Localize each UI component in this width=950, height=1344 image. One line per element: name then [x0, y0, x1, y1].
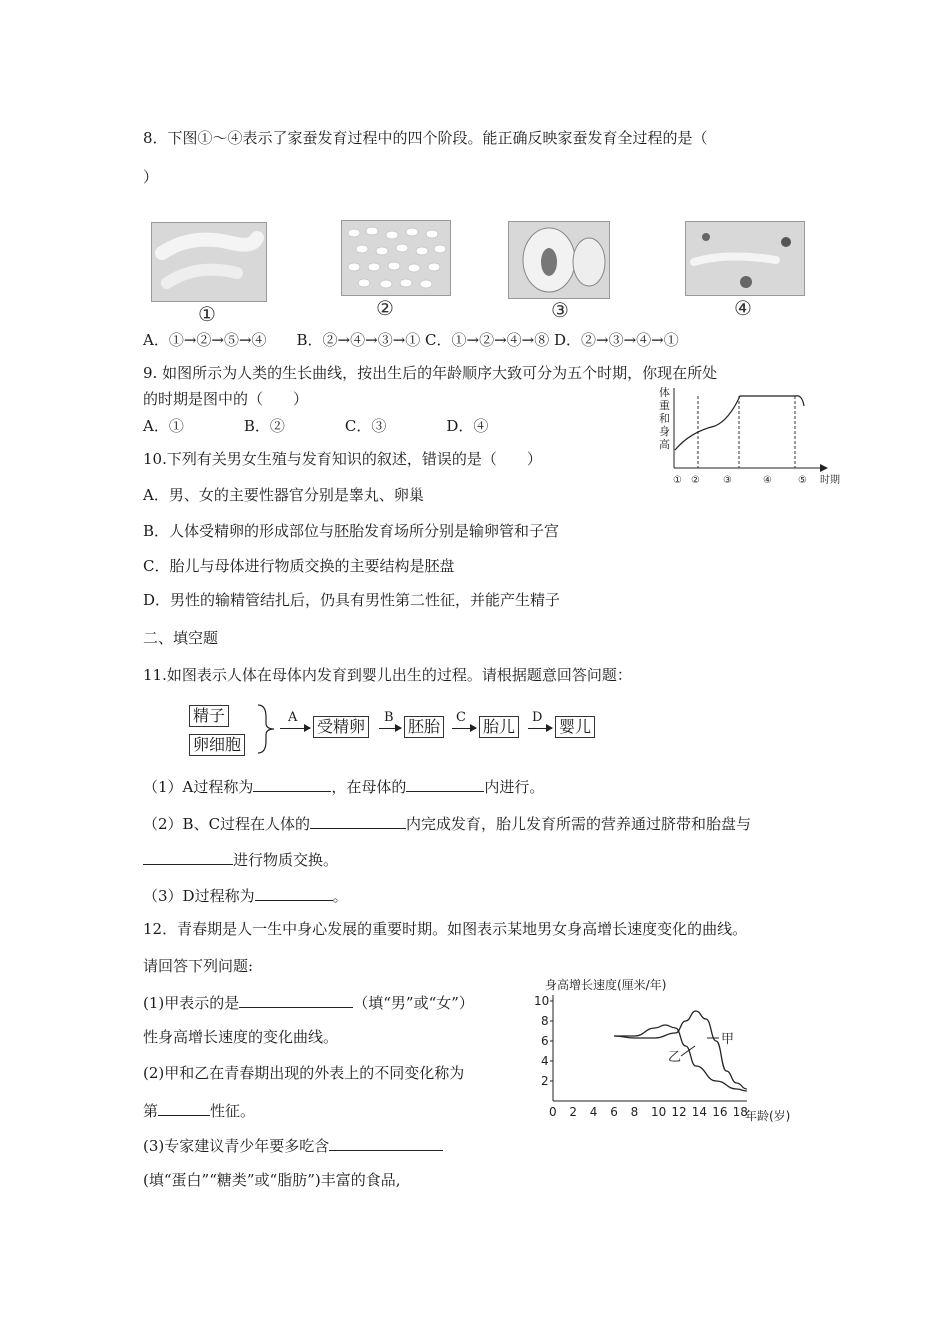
q12-blank-3[interactable] [329, 1134, 443, 1151]
growth-period-label-4: ④ [763, 475, 772, 486]
y-tick-label: 4 [541, 1054, 549, 1068]
q12-part3-cont: (填“蛋白”“糖类”或“脂肪”)丰富的食品, [143, 1171, 401, 1189]
q12-blank-1[interactable] [239, 991, 353, 1008]
x-tick-label: 18 [732, 1105, 748, 1119]
q11-part2-cont: 进行物质交换。 [143, 848, 338, 870]
q8-options: A．①→②→⑤→④ B．②→④→③→① C．①→②→④→⑧ D．②→③→④→① [143, 331, 679, 349]
x-tick-label: 4 [589, 1105, 598, 1119]
silkworm-larva-image [151, 222, 267, 302]
q11-blank-3[interactable] [310, 812, 406, 829]
series-label-yi: 乙 [668, 1050, 682, 1065]
section-heading: 二、填空题 [143, 629, 219, 647]
q12-blank-2[interactable] [158, 1099, 210, 1116]
silkworm-moth-image [685, 221, 805, 296]
q10-option-b: B．人体受精卵的形成部位与胚胎发育场所分别是输卵管和子宫 [143, 522, 560, 540]
q11-part1: （1）A过程称为 ，在母体的 内进行。 [143, 775, 544, 797]
q11-blank-5[interactable] [255, 884, 333, 901]
q9-options: A．① B．② C．③ D．④ [143, 417, 489, 435]
growth-x-label: 时期 [820, 475, 840, 486]
flow-label-b: B [384, 710, 394, 725]
x-tick-label: 8 [630, 1105, 639, 1119]
q12-part3: (3)专家建议青少年要多吃含 [143, 1134, 443, 1156]
flow-baby: 婴儿 [555, 716, 595, 738]
y-tick-label: 2 [541, 1074, 549, 1088]
q9-stem-line1: 9. 如图所示为人类的生长曲线，按出生后的年龄顺序大致可分为五个时期，你现在所处 [143, 364, 718, 382]
growth-period-label-1: ① [673, 475, 682, 486]
growth-y-label [659, 385, 670, 451]
flow-arrow [379, 728, 401, 729]
q11-stem: 11.如图表示人体在母体内发育到婴儿出生的过程。请根据题意回答问题： [143, 666, 632, 684]
growth-curve-chart [655, 382, 855, 494]
flow-sperm: 精子 [189, 705, 229, 727]
flow-label-a: A [288, 710, 298, 725]
flow-brace [256, 703, 276, 755]
figure-label-3: ③ [551, 298, 569, 322]
x-tick-label: 6 [610, 1105, 618, 1119]
q11-part3: （3）D过程称为 。 [143, 884, 348, 906]
height-growth-chart [525, 975, 805, 1125]
q12-part2-cont: 第 性征。 [143, 1099, 255, 1121]
y-tick-label: 8 [541, 1014, 549, 1028]
x-tick-label: 12 [671, 1105, 687, 1119]
q12-part1-cont: 性身高增长速度的变化曲线。 [143, 1028, 339, 1046]
q12-part1: (1)甲表示的是 （填“男”或“女”） [143, 991, 474, 1013]
y-tick-label: 6 [541, 1034, 549, 1048]
series-label-jia: 甲 [721, 1032, 735, 1047]
q12-stem-line2: 请回答下列问题: [143, 957, 254, 975]
growth-period-label-2: ② [691, 475, 700, 486]
q8-stem-line2: ） [143, 168, 159, 186]
x-tick-label: 2 [569, 1105, 578, 1119]
q10-option-d: D．男性的输精管结扎后，仍具有男性第二性征，并能产生精子 [143, 591, 561, 609]
flow-arrow [452, 728, 476, 729]
growth-y-label-char: 高 [659, 438, 670, 451]
q10-stem: 10.下列有关男女生殖与发育知识的叙述，错误的是（ ） [143, 450, 542, 468]
q9-stem-line2: 的时期是图中的（ ） [143, 390, 309, 408]
figure-label-4: ④ [734, 296, 752, 320]
x-tick-label: 0 [549, 1105, 557, 1119]
flow-arrow [528, 728, 552, 729]
x-tick-label: 10 [651, 1105, 667, 1119]
q12-stem-line1: 12．青春期是人一生中身心发展的重要时期。如图表示某地男女身高增长速度变化的曲线。 [143, 920, 748, 938]
flow-arrow [280, 728, 310, 729]
q11-blank-2[interactable] [406, 775, 484, 792]
growth-y-label-char: 身 [659, 425, 670, 438]
x-tick-label: 16 [712, 1105, 728, 1119]
growth-y-label-char: 体 [659, 386, 670, 399]
x-tick-label: 14 [691, 1105, 708, 1119]
q12-part2: (2)甲和乙在青春期出现的外表上的不同变化称为 [143, 1064, 465, 1082]
flow-embryo: 胚胎 [404, 716, 444, 738]
growth-y-label-char: 重 [659, 399, 670, 412]
figure-label-2: ② [376, 296, 394, 320]
growth-period-label-5: ⑤ [798, 475, 807, 486]
silkworm-pupa-image [508, 221, 610, 299]
silkworm-eggs-image [341, 220, 451, 296]
y-tick-label: 10 [534, 994, 550, 1008]
q10-option-a: A．男、女的主要性器官分别是睾丸、卵巢 [143, 486, 424, 504]
q11-part2: （2）B、C过程在人体的 内完成发育，胎儿发育所需的营养通过脐带和胎盘与 [143, 812, 751, 834]
q8-stem-line1: 8．下图①～④表示了家蚕发育过程中的四个阶段。能正确反映家蚕发育全过程的是（ [143, 129, 708, 147]
flow-egg: 卵细胞 [189, 734, 245, 756]
growth-axis-arrow [820, 464, 828, 472]
growth-y-label-char: 和 [659, 412, 670, 425]
height-y-label: 身高增长速度(厘米/年) [545, 978, 667, 992]
height-x-label: 年龄(岁) [745, 1109, 791, 1123]
flow-label-d: D [532, 710, 543, 725]
flow-fetus: 胎儿 [479, 716, 519, 738]
flow-label-c: C [456, 710, 466, 725]
q10-option-c: C．胎儿与母体进行物质交换的主要结构是胚盘 [143, 557, 455, 575]
q11-blank-1[interactable] [253, 775, 331, 792]
growth-period-label-3: ③ [723, 475, 732, 486]
figure-label-1: ① [198, 302, 216, 326]
flow-zygote: 受精卵 [313, 716, 369, 738]
q11-blank-4[interactable] [143, 848, 233, 865]
